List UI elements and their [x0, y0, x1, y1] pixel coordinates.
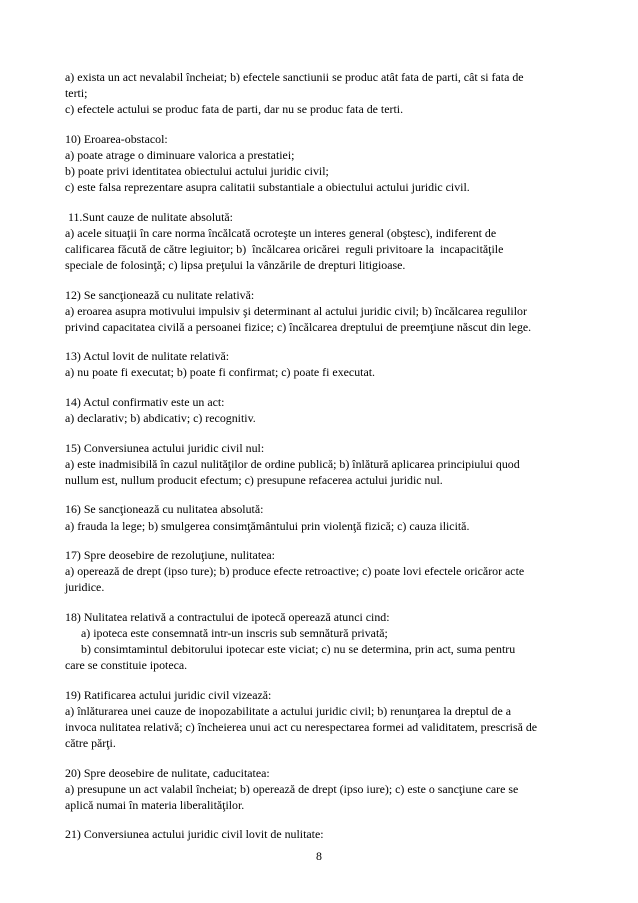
text-line: a) declarativ; b) abdicativ; c) recognitiv. [65, 411, 256, 426]
question-heading: 15) Conversiunea actului juridic civil nul: [65, 440, 265, 455]
text-line: a) eroarea asupra motivului impulsiv şi determinant al actului juridic civil; b) încălcarea regulilor [65, 303, 527, 318]
question-16 [65, 501, 590, 533]
text-line: a) frauda la lege; b) smulgerea consimţământului prin violenţă fizică; c) cauza ilicită. [65, 518, 470, 533]
question-13 [65, 348, 590, 380]
text-line: juridice. [65, 580, 105, 595]
text-line: a) acele situaţii în care norma încălcată ocroteşte un interes general (obştesc), indiferent de [65, 225, 497, 240]
question-heading: 20) Spre deosebire de nulitate, caducitatea: [65, 765, 270, 780]
question-heading: 19) Ratificarea actului juridic civil vizează: [65, 687, 272, 702]
question-18 [65, 609, 590, 673]
text-line: b) consimtamintul debitorului ipotecar este viciat; c) nu se determina, prin act, suma pentru [81, 642, 516, 657]
text-line: privind capacitatea civilă a persoanei fizice; c) încălcarea dreptului de preemţiune născut din lege. [65, 319, 532, 334]
text-line: c) este falsa reprezentare asupra calitatii substantiale a obiectului actului juridic civil. [65, 180, 470, 195]
text-line: aplică numai în materia liberalităţilor. [65, 797, 245, 812]
text-line: nullum est, nullum producit efectum; c) presupune refacerea actului juridic nul. [65, 472, 443, 487]
question-10 [65, 131, 590, 195]
question-heading: 11.Sunt cauze de nulitate absolută: [65, 209, 233, 224]
text-line: a) este inadmisibilă în cazul nulităţilor de ordine publică; b) înlătură aplicarea principiului quod [65, 456, 520, 471]
question-12 [65, 287, 590, 335]
question-15 [65, 440, 590, 488]
text-line: a) înlăturarea unei cauze de inopozabilitate a actului juridic civil; b) renunţarea la dreptul de a [65, 703, 512, 718]
text-line: c) efectele actului se produc fata de parti, dar nu se produc fata de terti. [65, 102, 404, 117]
text-line: care se constituie ipoteca. [65, 658, 188, 673]
question-21 [65, 826, 590, 842]
text-line: speciale de folosinţă; c) lipsa preţului la vânzările de drepturi litigioase. [65, 257, 406, 272]
question-heading: 18) Nulitatea relativă a contractului de ipotecă operează atunci cind: [65, 609, 390, 624]
text-line: b) poate privi identitatea obiectului actului juridic civil; [65, 163, 329, 178]
page-content [65, 69, 590, 856]
question-17 [65, 547, 590, 595]
text-line: a) operează de drept (ipso ture); b) produce efecte retroactive; c) poate lovi efectele oricăror acte [65, 564, 525, 579]
question-heading: 21) Conversiunea actului juridic civil lovit de nulitate: [65, 827, 324, 842]
text-line: calificarea făcută de către legiuitor; b) încălcarea oricărei reguli privitoare la incapacităţile [65, 241, 504, 256]
question-heading: 14) Actul confirmativ este un act: [65, 395, 225, 409]
text-line: invoca nulitatea relativă; c) încheierea unui act cu nerespectarea formei ad validitatem, prescrisă de [65, 720, 538, 734]
text-line: a) exista un act nevalabil încheiat; b) efectele sanctiunii se produc atât fata de parti, cât si fata de [65, 70, 524, 84]
question-14 [65, 394, 590, 426]
question-9-options [65, 69, 590, 117]
question-heading: 12) Se sancţionează cu nulitate relativă: [65, 287, 255, 302]
page-number: 8 [316, 849, 322, 863]
question-heading: 16) Se sancţionează cu nulitatea absolută: [65, 502, 264, 517]
text-line: a) nu poate fi executat; b) poate fi confirmat; c) poate fi executat. [65, 365, 375, 380]
text-line: către părţi. [65, 736, 116, 751]
question-19 [65, 687, 590, 751]
text-line: terti; [65, 86, 88, 101]
text-line: a) ipoteca este consemnată intr-un inscris sub semnătură privată; [81, 626, 388, 641]
question-20 [65, 765, 590, 813]
question-heading: 13) Actul lovit de nulitate relativă: [65, 349, 230, 364]
text-line: a) poate atrage o diminuare valorica a prestatiei; [65, 147, 295, 162]
text-line: a) presupune un act valabil încheiat; b) operează de drept (ipso iure); c) este o sancţiune care se [65, 781, 519, 796]
question-heading: 17) Spre deosebire de rezoluţiune, nulitatea: [65, 548, 275, 563]
question-11 [65, 209, 590, 273]
question-heading: 10) Eroarea-obstacol: [65, 131, 168, 146]
